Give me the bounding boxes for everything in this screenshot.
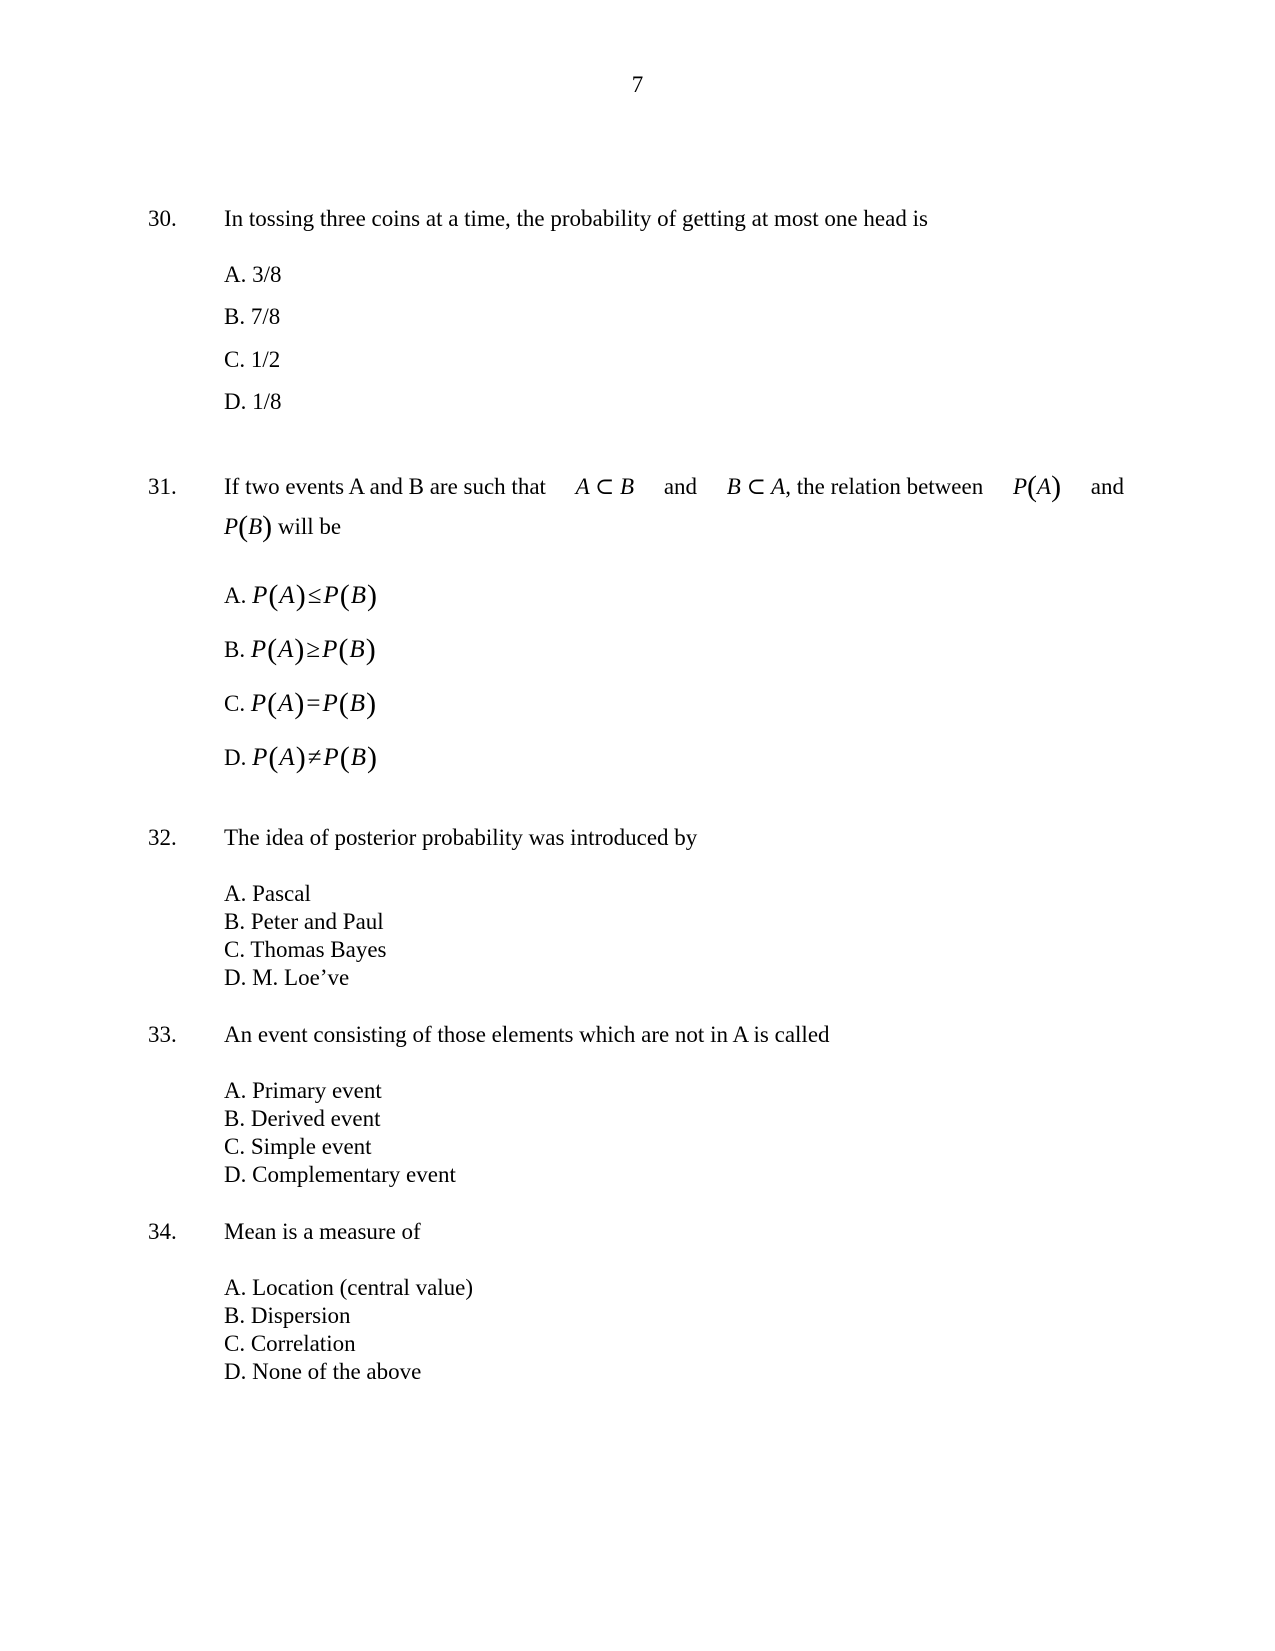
math-arg: A: [278, 636, 295, 663]
math-arg: B: [350, 744, 367, 771]
question-31-text-part: will be: [277, 514, 342, 539]
option-label: A.: [224, 583, 247, 608]
math-operator: ≠: [307, 744, 323, 771]
question-34-option-c: C. Correlation: [224, 1331, 356, 1356]
math-fn: P: [252, 744, 269, 771]
question-32-number: 32.: [148, 825, 177, 850]
option-math: P(A)≠P(B): [252, 741, 378, 774]
question-31-math-subset-ab: A ⊂ B: [575, 474, 635, 499]
math-fn: P: [1012, 474, 1027, 499]
question-31-option-a: [224, 579, 378, 612]
math-arg: A: [279, 582, 296, 609]
question-31-option-b: [224, 633, 377, 666]
question-31-text-line2: [224, 510, 342, 543]
question-31-text-part: and: [1090, 474, 1124, 499]
question-33-option-d: D. Complementary event: [224, 1162, 456, 1187]
question-32-option-c: C. Thomas Bayes: [224, 937, 387, 962]
math-fn: P: [224, 514, 239, 539]
math-arg: B: [349, 636, 366, 663]
math-operator: ≤: [307, 582, 323, 609]
question-33-number: 33.: [148, 1022, 177, 1047]
option-math: P(A)≤P(B): [252, 579, 378, 612]
question-31-math-subset-ba-group: [727, 474, 983, 500]
question-31-text-part: and: [663, 474, 698, 499]
question-31-option-d: [224, 741, 378, 774]
option-label: C.: [224, 691, 246, 716]
question-34-option-b: B. Dispersion: [224, 1303, 351, 1328]
question-32-text: The idea of posterior probability was introduced by: [224, 825, 698, 850]
question-34-number: 34.: [148, 1219, 177, 1244]
question-31-math-subset-ba: B ⊂ A: [726, 474, 786, 499]
question-30-number: 30.: [148, 206, 177, 231]
question-31-option-c: [224, 687, 378, 720]
question-33-option-b: B. Derived event: [224, 1106, 381, 1131]
option-math: P(A)=P(B): [250, 687, 378, 720]
math-fn: P: [323, 582, 340, 609]
question-31-text-line1: [224, 470, 1124, 503]
option-label: D.: [224, 745, 247, 770]
question-31-text-part: , the relation between: [785, 474, 984, 499]
question-33-option-c: C. Simple event: [224, 1134, 372, 1159]
question-32-option-d: D. M. Loe’ve: [224, 965, 350, 990]
question-34-option-a: A. Location (central value): [224, 1275, 474, 1300]
question-33-text: An event consisting of those elements which are not in A is called: [224, 1022, 830, 1047]
math-fn: P: [322, 690, 339, 717]
math-arg: A: [1037, 474, 1052, 499]
question-31-text-part: If two events A and B are such that: [224, 474, 546, 499]
question-32-option-a: A. Pascal: [224, 881, 311, 906]
math-fn: P: [250, 636, 268, 663]
math-fn: P: [323, 744, 340, 771]
math-arg: A: [279, 744, 296, 771]
math-operator: =: [306, 690, 322, 717]
math-arg: B: [349, 690, 367, 717]
question-32-option-b: B. Peter and Paul: [224, 909, 384, 934]
question-30-option-c: C. 1/2: [224, 347, 281, 372]
question-34-text: Mean is a measure of: [224, 1219, 421, 1244]
option-math: P(A)≥P(B): [250, 633, 377, 666]
question-31-math-pa: P(A): [1012, 470, 1062, 503]
question-30-option-a: A. 3/8: [224, 262, 282, 287]
math-fn: P: [322, 636, 339, 663]
question-34-option-d: D. None of the above: [224, 1359, 422, 1384]
math-fn: P: [252, 582, 269, 609]
question-30-text: In tossing three coins at a time, the probability of getting at most one head is: [224, 206, 928, 231]
math-fn: P: [250, 690, 268, 717]
question-31-math-pb: P(B): [224, 510, 273, 543]
question-30-option-b: B. 7/8: [224, 304, 281, 329]
page-number: 7: [631, 72, 644, 97]
question-33-option-a: A. Primary event: [224, 1078, 382, 1103]
question-31-number: 31.: [148, 474, 177, 499]
question-30-option-d: D. 1/8: [224, 389, 282, 414]
math-arg: B: [350, 582, 367, 609]
option-label: B.: [224, 637, 246, 662]
math-arg: B: [248, 514, 263, 539]
math-arg: A: [278, 690, 295, 717]
math-operator: ≥: [306, 636, 322, 663]
